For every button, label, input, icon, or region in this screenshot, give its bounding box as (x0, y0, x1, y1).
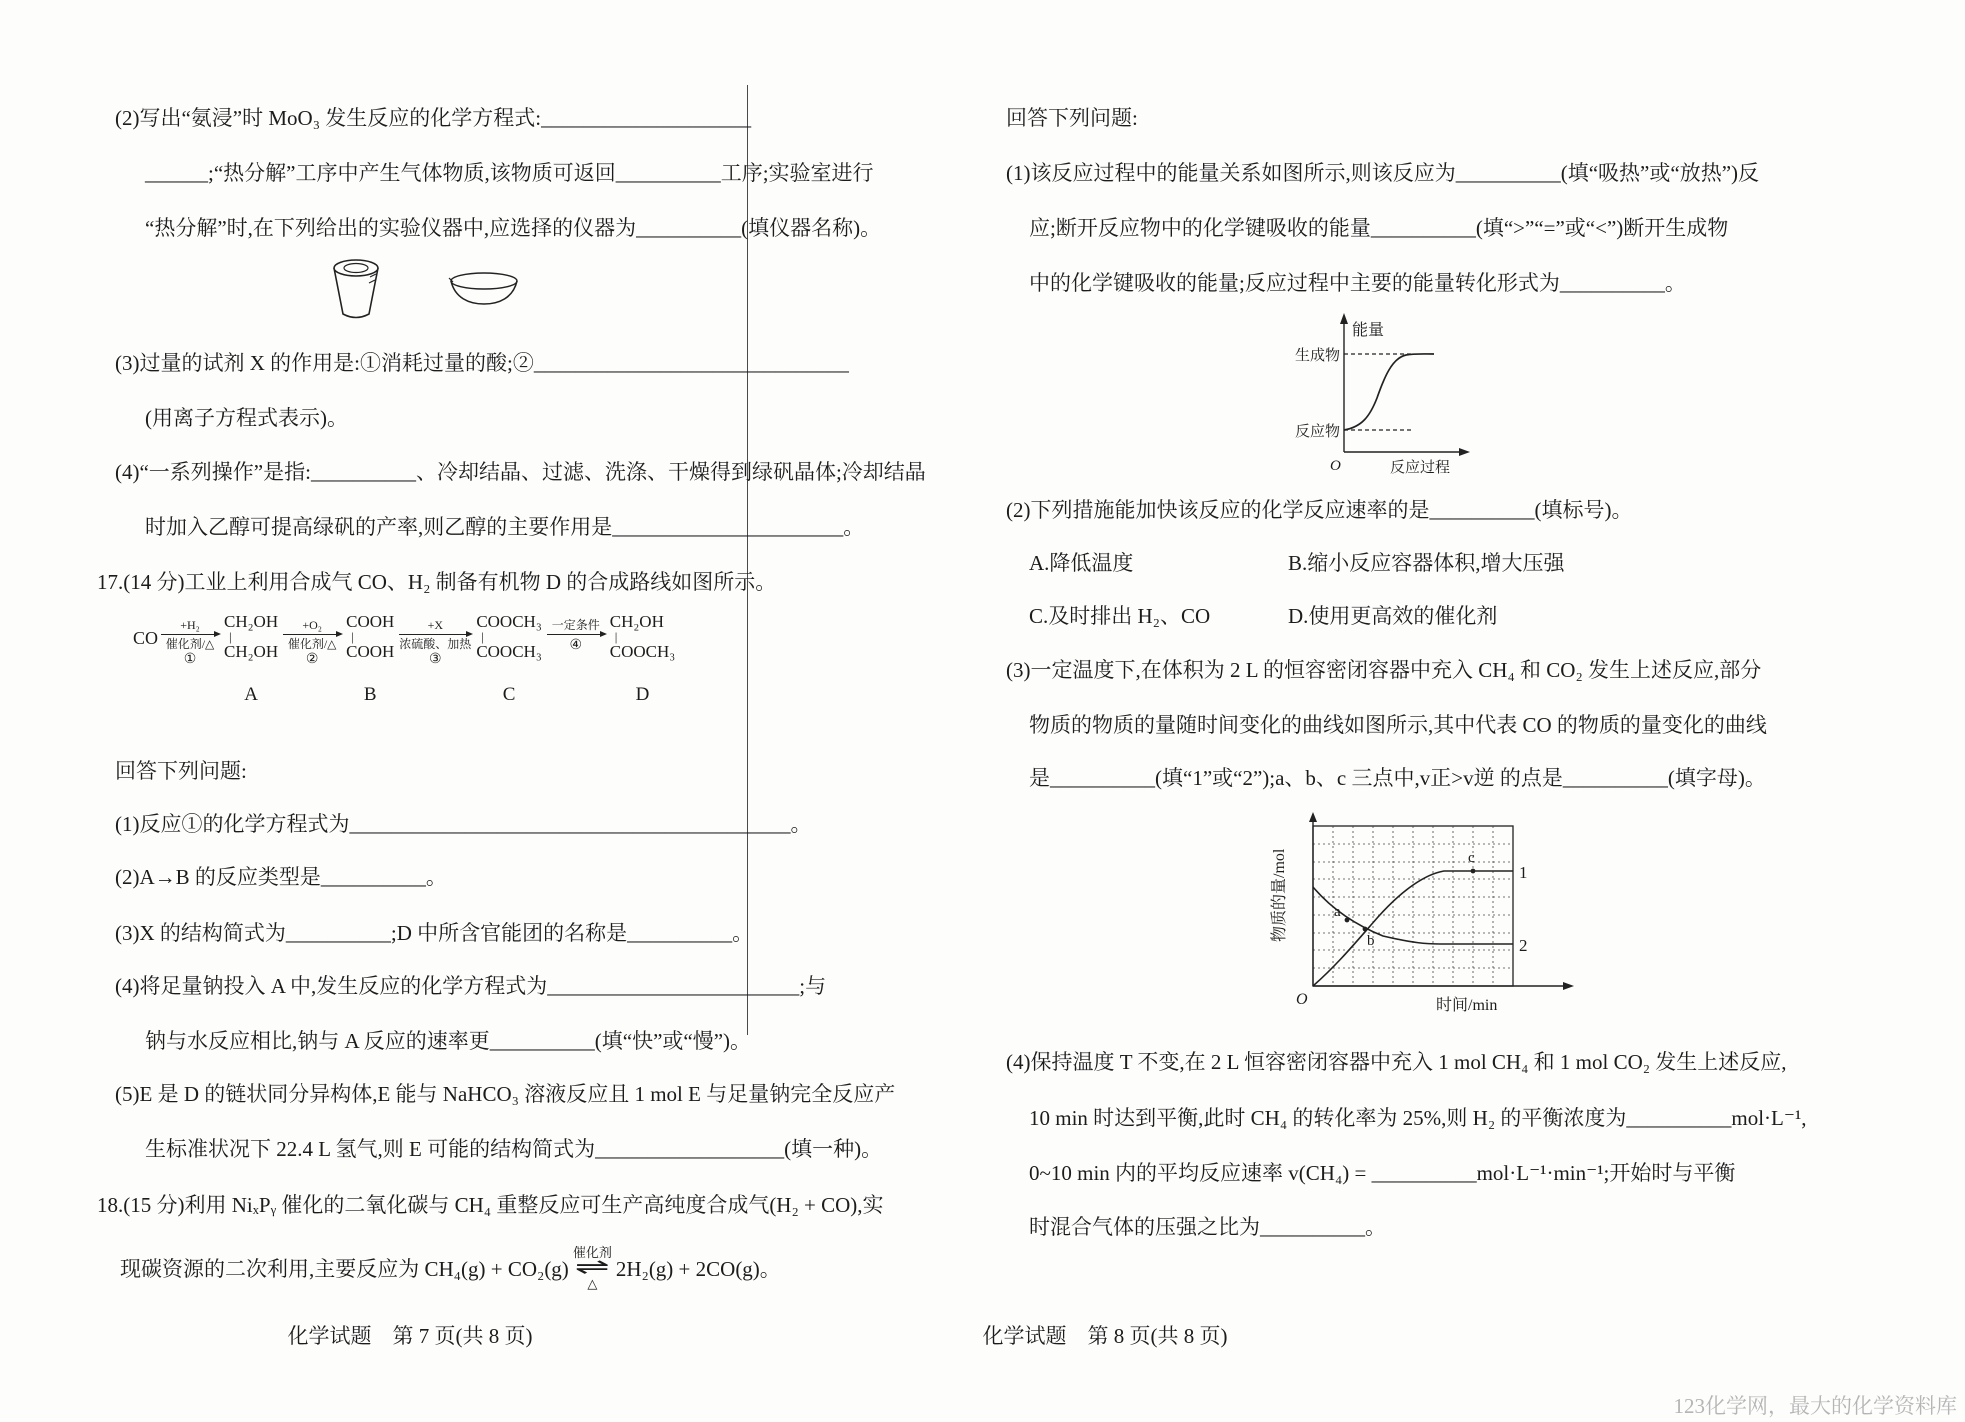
q18-1-line2: 应;断开反应物中的化学键吸收的能量__________(填“>”“=”或“<”)断开生成物 (1029, 216, 1729, 240)
curve-2-label: 2 (1519, 936, 1528, 955)
site-watermark: 123化学网，最大的化学资料库 (1673, 1394, 1957, 1418)
arrow-line (283, 634, 341, 635)
compound-D: CH₂OH | COOCH₃ D (609, 612, 676, 705)
compound-label-B: B (363, 684, 377, 705)
q16-3-line2: (用离子方程式表示)。 (145, 406, 348, 430)
equilibrium-arrow: 催化剂 ⇌ △ (572, 1245, 612, 1291)
q17-3: (3)X 的结构简式为__________;D 中所含官能团的名称是__________。 (115, 921, 754, 945)
evaporating-dish-image (447, 272, 521, 308)
compound-B: COOH | COOH B (346, 612, 395, 705)
bond-line: | (229, 629, 232, 644)
q18-intro: 18.(15 分)利用 NiₓPᵧ 催化的二氧化碳与 CH₄ 重整反应可生产高纯度合成气(H₂ + CO),实 (97, 1193, 884, 1217)
amount-axis-label: 物质的量/mol (1271, 848, 1288, 942)
q18-4-line1: (4)保持温度 T 不变,在 2 L 恒容密闭容器中充入 1 mol CH₄ 和 1 mol CO₂ 发生上述反应, (1006, 1050, 1787, 1074)
q18-3-line1: (3)一定温度下,在体积为 2 L 的恒容密闭容器中充入 CH₄ 和 CO₂ 发生上述反应,部分 (1006, 658, 1762, 682)
curve-1-label: 1 (1519, 863, 1528, 882)
bond-line: | (351, 629, 354, 644)
reaction-arrow-3: +X 浓硫酸、加热 ③ (399, 618, 472, 667)
q18-2-option-d: D.使用更高效的催化剂 (1288, 604, 1498, 628)
graph-origin-label: O (1296, 991, 1308, 1008)
compound-label-C: C (502, 684, 516, 705)
reaction-arrow-4: 一定条件 ④ (547, 618, 605, 654)
q16-4-line1: (4)“一系列操作”是指:__________、冷却结晶、过滤、洗涤、干燥得到绿矾晶体;冷却结晶 (115, 460, 926, 484)
time-axis-label: 时间/min (1436, 997, 1498, 1014)
synthesis-route-diagram (133, 612, 733, 704)
route-start-co: CO (133, 628, 159, 648)
q17-intro: 17.(14 分)工业上利用合成气 CO、H₂ 制备有机物 D 的合成路线如图所示。 (97, 570, 777, 594)
reaction-arrow-1: +H₂ 催化剂/△ ① (161, 618, 219, 668)
product-level-label: 生成物 (1294, 348, 1340, 364)
q18-3-line2: 物质的物质的量随时间变化的曲线如图所示,其中代表 CO 的物质的量变化的曲线 (1029, 713, 1767, 737)
crucible-image (330, 258, 382, 322)
q18-2-option-c: C.及时排出 H₂、CO (1029, 604, 1211, 628)
q16-2-line1: (2)写出“氨浸”时 MoO₃ 发生反应的化学方程式:____________________ (115, 106, 752, 130)
amount-time-graph (1268, 812, 1608, 1017)
q17-4-line2: 钠与水反应相比,钠与 A 反应的速率更__________(填“快”或“慢”)。 (145, 1029, 752, 1053)
footer-page-7: 化学试题 第 7 页(共 8 页) (287, 1324, 533, 1348)
equation-left-side: 现碳资源的二次利用,主要反应为 CH₄(g) + CO₂(g) (120, 1257, 569, 1281)
energy-diagram (1282, 310, 1527, 482)
reaction-progress-label: 反应过程 (1390, 460, 1451, 476)
q18-1-line3: 中的化学键吸收的能量;反应过程中主要的能量转化形式为__________。 (1029, 271, 1686, 295)
q16-4-line2: 时加入乙醇可提高绿矾的产率,则乙醇的主要作用是______________________。 (145, 515, 865, 539)
q17-answer-head: 回答下列问题: (115, 759, 247, 783)
reaction-arrow-2: +O₂ 催化剂/△ ② (283, 618, 341, 668)
q17-4-line1: (4)将足量钠投入 A 中,发生反应的化学方程式为________________________;与 (115, 974, 827, 998)
arrow-line (399, 634, 471, 635)
q18-answer-head: 回答下列问题: (1006, 106, 1138, 130)
energy-origin-label: O (1330, 458, 1341, 474)
arrow-line (161, 634, 219, 635)
q18-2: (2)下列措施能加快该反应的化学反应速率的是__________(填标号)。 (1006, 498, 1633, 522)
q17-5-line1: (5)E 是 D 的链状同分异构体,E 能与 NaHCO₃ 溶液反应且 1 mol E 与足量钠完全反应产 (115, 1082, 896, 1106)
point-c-label: c (1468, 850, 1475, 866)
q18-1-line1: (1)该反应过程中的能量关系如图所示,则该反应为__________(填“吸热”或“放热”)反 (1006, 161, 1760, 185)
compound-label-A: A (244, 684, 258, 705)
q18-main-reaction-equation (120, 1240, 781, 1296)
q18-2-option-a: A.降低温度 (1029, 551, 1134, 575)
compound-A: CH₂OH | CH₂OH A (224, 612, 279, 705)
q18-3-line3: 是__________(填“1”或“2”);a、b、c 三点中,v正>v逆 的点是__________(填字母)。 (1029, 766, 1766, 790)
q16-2-line3: “热分解”时,在下列给出的实验仪器中,应选择的仪器为__________(填仪器名称)。 (145, 216, 882, 240)
q18-4-line2: 10 min 时达到平衡,此时 CH₄ 的转化率为 25%,则 H₂ 的平衡浓度为__________mol·L⁻¹, (1029, 1106, 1807, 1130)
q18-4-line4: 时混合气体的压强之比为__________。 (1029, 1215, 1386, 1239)
energy-axis-label: 能量 (1352, 322, 1385, 339)
q16-2-line2: ______;“热分解”工序中产生气体物质,该物质可返回__________工序;实验室进行 (145, 161, 874, 185)
q17-5-line2: 生标准状况下 22.4 L 氢气,则 E 可能的结构简式为__________________(填一种)。 (145, 1137, 883, 1161)
point-a-label: a (1334, 904, 1341, 920)
bond-line: | (614, 629, 618, 644)
q17-1: (1)反应①的化学方程式为__________________________________________。 (115, 812, 812, 836)
q18-2-option-b: B.缩小反应容器体积,增大压强 (1288, 551, 1565, 575)
compound-label-D: D (635, 684, 650, 705)
compound-C: COOCH₃ | COOCH₃ C (476, 612, 542, 705)
reactant-level-label: 反应物 (1294, 424, 1340, 440)
footer-page-8: 化学试题 第 8 页(共 8 页) (982, 1324, 1228, 1348)
point-b-label: b (1367, 933, 1375, 949)
bond-line: | (481, 629, 484, 644)
q18-4-line3: 0~10 min 内的平均反应速率 v(CH₄) = __________mol·L⁻¹·min⁻¹;开始时与平衡 (1029, 1161, 1736, 1185)
arrow-line (547, 634, 605, 635)
equation-right-side: 2H₂(g) + 2CO(g)。 (615, 1257, 781, 1281)
q16-3-line1: (3)过量的试剂 X 的作用是:①消耗过量的酸;②______________________________ (115, 351, 849, 375)
q17-2: (2)A→B 的反应类型是__________。 (115, 865, 447, 889)
